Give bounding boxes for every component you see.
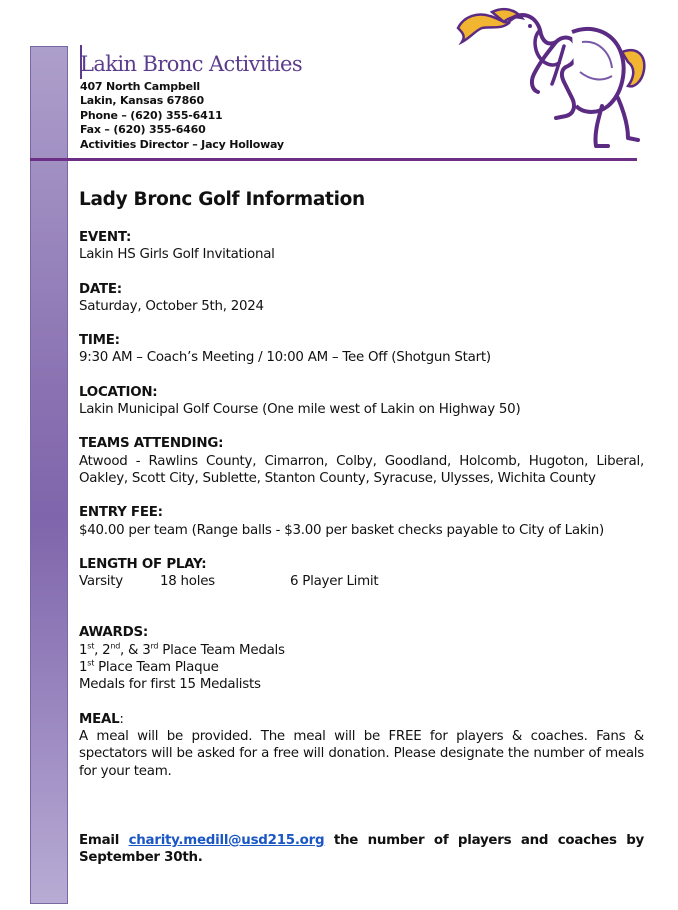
- director: Activities Director – Jacy Holloway: [80, 137, 284, 151]
- phone: Phone – (620) 355-6411: [80, 108, 223, 122]
- awards-line-2: 1st Place Team Plaque: [79, 658, 219, 676]
- section-meal: [79, 711, 644, 780]
- location-value: Lakin Municipal Golf Course (One mile west of Lakin on Highway 50): [79, 402, 521, 418]
- teams-value: Atwood - Rawlins County, Cimarron, Colby, Goodland, Holcomb, Hugoton, Liberal, Oakley, Scott City, Sublette, Stanton County, Syracuse, Ulysses, Wichita County: [79, 453, 644, 486]
- teams-label: TEAMS ATTENDING:: [79, 436, 224, 452]
- length-division: Varsity: [79, 574, 123, 590]
- meal-label: MEAL: [79, 711, 120, 727]
- email-link[interactable]: charity.medill@usd215.org: [128, 832, 325, 848]
- city: Lakin, Kansas 67860: [80, 94, 204, 108]
- sidebar-decoration: [30, 46, 68, 904]
- length-label: LENGTH OF PLAY:: [79, 556, 207, 572]
- meal-label-line: MEAL:: [79, 711, 124, 727]
- org-name: Lakin Bronc Activities: [80, 52, 303, 76]
- fax: Fax – (620) 355-6460: [80, 123, 206, 137]
- header-divider: [30, 158, 637, 161]
- time-value: 9:30 AM – Coach’s Meeting / 10:00 AM – Tee Off (Shotgun Start): [79, 350, 491, 366]
- length-row: [79, 573, 644, 590]
- email-instructions: Email charity.medill@usd215.org the number of players and coaches by September 30th.: [79, 832, 645, 866]
- date-value: Saturday, October 5th, 2024: [79, 298, 264, 314]
- event-value: Lakin HS Girls Golf Invitational: [79, 247, 275, 263]
- contact-block: [80, 80, 284, 152]
- address: 407 North Campbell: [80, 80, 201, 93]
- awards-label: AWARDS:: [79, 625, 148, 641]
- meal-value: A meal will be provided. The meal will be FREE for players & coaches. Fans & spectators will be asked for a free will donation. Please designate the number of meals for your team.: [79, 728, 644, 779]
- awards-line-1: 1st, 2nd, & 3rd Place Team Medals: [79, 641, 285, 658]
- section-awards: [79, 624, 644, 693]
- entry-fee-label: ENTRY FEE:: [79, 505, 163, 521]
- section-date: [79, 281, 644, 316]
- section-entry-fee: [79, 504, 644, 539]
- page-title: Lady Bronc Golf Information: [79, 189, 365, 210]
- time-label: TIME:: [79, 333, 120, 349]
- length-limit: 6 Player Limit: [290, 574, 379, 590]
- date-label: DATE:: [79, 281, 122, 297]
- section-time: [79, 332, 644, 367]
- location-label: LOCATION:: [79, 384, 158, 400]
- document-body: [79, 188, 644, 866]
- section-event: [79, 229, 644, 264]
- entry-fee-value: $40.00 per team (Range balls - $3.00 per basket checks payable to City of Lakin): [79, 522, 604, 538]
- section-teams: [79, 435, 644, 487]
- section-location: [79, 384, 644, 419]
- length-holes: 18 holes: [160, 574, 215, 590]
- awards-line-3: Medals for first 15 Medalists: [79, 677, 261, 693]
- bucking-bronco-horse-icon: [452, 2, 652, 152]
- event-label: EVENT:: [79, 230, 132, 245]
- section-length-of-play: [79, 556, 644, 591]
